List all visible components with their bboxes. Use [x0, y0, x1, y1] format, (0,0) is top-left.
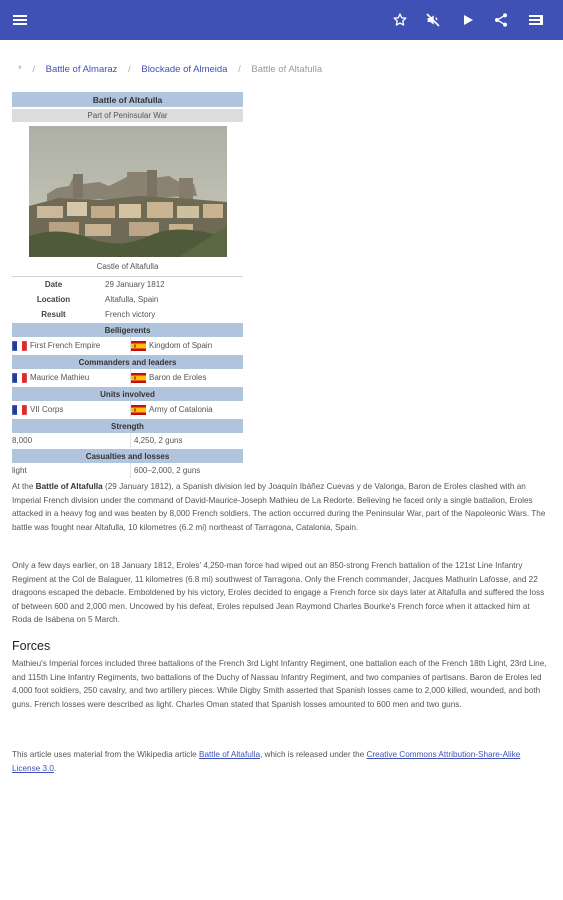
strength-header: Strength — [12, 419, 243, 433]
row-key: Date — [44, 280, 63, 289]
belligerents-row — [12, 337, 243, 354]
article-paragraph-intro: At the Battle of Altafulla (29 January 1812), a Spanish division led by Joaquín Ibáñez Cuevas y de Valonga, Baron de Eroles clashed with an Imperial French division under the command of David-Maurice-Joseph Mathieu de La Redorte. Believing he faced only a single battalion, Eroles attacked in a heavy fog and was beaten by 8,000 French soldiers. The action occurred during the Peninsular War, part of the Napoleonic Wars. The battle was fought near Altafulla, 10 kilometres (6.2 mi) northeast of Tarragona, Catalonia, Spain. — [12, 482, 546, 532]
row-value[interactable]: 29 January 1812 — [105, 280, 165, 289]
units-header: Units involved — [12, 387, 243, 401]
breadcrumb-separator: / — [128, 64, 131, 75]
infobox-title: Battle of Altafulla — [12, 92, 243, 107]
row-key: Result — [41, 310, 66, 319]
infobox-row-result — [12, 307, 243, 322]
row-key: Location — [36, 295, 71, 304]
section-heading-forces: Forces — [12, 639, 51, 653]
belligerent-french[interactable]: First French Empire — [30, 341, 101, 350]
list-icon[interactable] — [524, 8, 548, 32]
breadcrumb-separator: / — [32, 64, 35, 75]
breadcrumb-item-almeida[interactable]: Blockade of Almeida — [141, 64, 228, 75]
license-link[interactable]: Creative Commons Attribution-Share-Alike License 3.0 — [12, 750, 521, 773]
article-paragraph-background: Only a few days earlier, on 18 January 1812, Eroles' 4,250-man force had wiped out an 850-strong French battalion of the 121st Line Infantry Regiment at the Col de Balaguer, 11 kilometres (6.8 mi) southwest of Tarragona. Only the French commander, Jacques Mathurin Lafosse, and 22 dragoons escaped the debacle. Emboldened by his victory, Eroles decided to engage a French force six days later at Altafulla and suffered the loss of between 600 and 2,000 men. Uncowed by his defeat, Eroles repulsed Jean Raymond Charles Bourke's French force when it attacked him at Roda de Isábena on 5 March. — [12, 561, 545, 624]
casualties-header: Casualties and losses — [12, 449, 243, 463]
casualties-french: light — [12, 466, 27, 475]
france-flag-icon[interactable] — [12, 341, 27, 351]
breadcrumb-item-almaraz[interactable]: Battle of Almaraz — [45, 64, 118, 75]
row-value[interactable]: Altafulla, Spain — [105, 295, 159, 304]
play-icon[interactable] — [456, 8, 480, 32]
app-bar — [0, 0, 563, 40]
strength-french: 8,000 — [12, 436, 33, 445]
infobox — [12, 92, 243, 478]
article-paragraph-forces: Mathieu's Imperial forces included three battalions of the French 3rd Light Infantry Regiment, one battalion each of the French 18th Light, 23rd Line, and 115th Line Infantry Regiments, two battalions of the Duchy of Nassau Infantry Regiment, and two companies of partisans. Baron de Eroles led 4,000 foot soldiers, 250 cavalry, and two artillery pieces. While Digby Smith asserted that Spanish losses came to 2,000 killed, wounded, and both guns. French losses were described as light. Charles Oman stated that Spanish losses amounted to 600 men and two guns. — [12, 659, 547, 709]
share-icon[interactable] — [489, 8, 513, 32]
castle-photo[interactable] — [29, 126, 227, 257]
article-title-bold: Battle of Altafulla — [35, 482, 103, 491]
breadcrumb — [18, 64, 322, 75]
menu-icon[interactable] — [8, 8, 32, 32]
strength-spanish: 4,250, 2 guns — [134, 436, 183, 445]
row-value[interactable]: French victory — [105, 310, 156, 319]
breadcrumb-separator: / — [238, 64, 241, 75]
france-flag-icon — [12, 373, 27, 383]
spain-flag-icon — [131, 405, 146, 415]
commanders-header: Commanders and leaders — [12, 355, 243, 369]
breadcrumb-home[interactable]: * — [18, 64, 22, 75]
infobox-row-date — [12, 277, 243, 292]
volume-off-icon[interactable] — [421, 8, 445, 32]
photo-caption: Castle of Altafulla — [96, 262, 159, 271]
spain-flag-icon — [131, 373, 146, 383]
infobox-row-location — [12, 292, 243, 307]
commander-french[interactable]: Maurice Mathieu — [30, 373, 90, 382]
spain-flag-icon[interactable] — [131, 341, 146, 351]
units-row — [12, 401, 243, 418]
strength-row — [12, 433, 243, 448]
wikipedia-article-link[interactable]: Battle of Altafulla — [199, 750, 261, 759]
belligerent-spanish[interactable]: Kingdom of Spain — [149, 341, 213, 350]
casualties-spanish: 600–2,000, 2 guns — [134, 466, 201, 475]
star-icon[interactable] — [388, 8, 412, 32]
breadcrumb-current: Battle of Altafulla — [251, 64, 323, 75]
commander-spanish[interactable]: Baron de Eroles — [149, 373, 207, 382]
casualties-row — [12, 463, 243, 478]
france-flag-icon — [12, 405, 27, 415]
unit-french[interactable]: VII Corps — [30, 405, 64, 414]
belligerents-header: Belligerents — [12, 323, 243, 337]
unit-spanish[interactable]: Army of Catalonia — [149, 405, 213, 414]
infobox-subtitle[interactable]: Part of Peninsular War — [12, 109, 243, 122]
commanders-row — [12, 369, 243, 386]
license-notice: This article uses material from the Wikipedia article Battle of Altafulla, which is released under the Creative Commons Attribution-Share-Alike License 3.0. — [12, 750, 521, 773]
